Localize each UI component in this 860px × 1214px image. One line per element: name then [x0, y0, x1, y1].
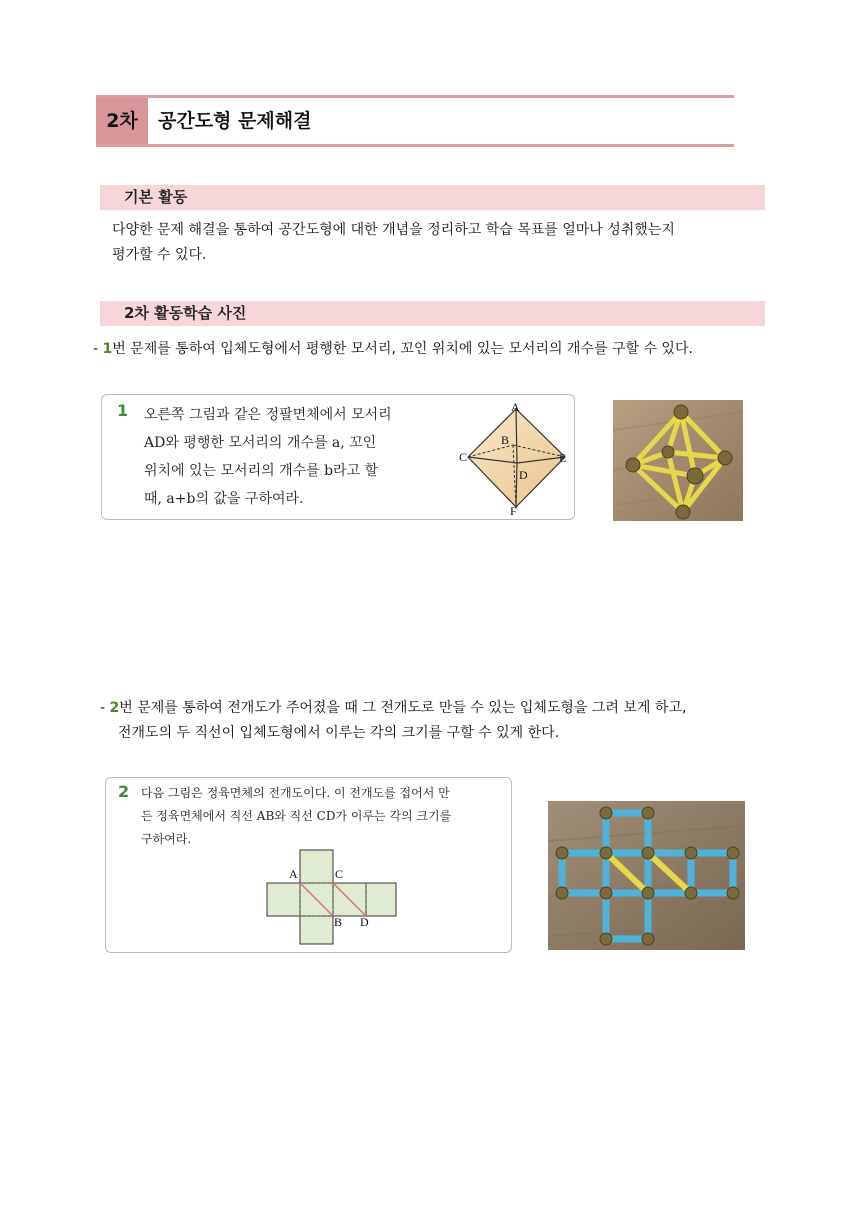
basic-desc-line2: 평가할 수 있다.	[112, 247, 207, 263]
item1-description: 번 문제를 통하여 입체도형에서 평행한 모서리, 꼬인 위치에 있는 모서리의 개수를 구할 수 있다.	[112, 341, 693, 357]
item2-description-line2: 전개도의 두 직선이 입체도형에서 이루는 각의 크기를 구할 수 있게 한다.	[118, 725, 560, 741]
net-label-B: B	[334, 915, 343, 929]
net-face-top	[300, 850, 333, 883]
vertex-label-D: D	[519, 468, 528, 482]
problem2-text	[141, 782, 451, 851]
header-bottom-rule	[96, 144, 734, 147]
section-title-basic: 기본 활동	[124, 188, 188, 206]
item1-dash: -	[93, 341, 99, 357]
item2-text	[100, 696, 686, 721]
net-face-left	[267, 883, 300, 916]
lesson-number: 2차	[96, 98, 148, 144]
section-bar-basic	[100, 185, 765, 210]
net-label-A: A	[289, 867, 298, 881]
octahedron-figure	[455, 397, 580, 517]
item2-dash: -	[100, 700, 106, 716]
problem2-number: 2	[118, 782, 130, 801]
vertex-label-B: B	[501, 433, 510, 447]
problem1-line: 오른쪽 그림과 같은 정팔면체에서 모서리	[144, 407, 392, 423]
basic-desc-line1: 다양한 문제 해결을 통하여 공간도형에 대한 개념을 정리하고 학습 목표를 얼마나 성취했는지	[112, 222, 675, 238]
cube-net-model-photo	[548, 801, 745, 950]
item2-description-line1: 번 문제를 통하여 전개도가 주어졌을 때 그 전개도로 만들 수 있는 입체도형을 그려 보게 하고,	[119, 700, 687, 716]
problem1-line: 때, a+b의 값을 구하여라.	[144, 491, 304, 507]
problem1-line: AD와 평행한 모서리의 개수를 a, 꼬인	[144, 435, 377, 451]
problem2-line: 든 정육면체에서 직선 AB와 직선 CD가 이루는 각의 크기를	[141, 809, 452, 823]
vertex-label-A: A	[511, 400, 520, 414]
section-title-photos: 2차 활동학습 사진	[124, 304, 247, 322]
problem1-text	[144, 401, 392, 513]
problem1-number: 1	[117, 401, 129, 420]
net-label-C: C	[335, 867, 344, 881]
item1-number: 1	[102, 341, 113, 357]
cube-net-figure	[262, 846, 402, 948]
item1-text	[93, 337, 693, 362]
net-label-D: D	[360, 915, 369, 929]
problem1-line: 위치에 있는 모서리의 개수를 b라고 할	[144, 463, 379, 479]
octahedron-model-photo	[613, 400, 743, 521]
vertex-label-E: E	[559, 451, 567, 465]
net-face-bottom	[300, 916, 333, 944]
item2-number: 2	[109, 700, 120, 716]
octahedron-model-image	[613, 400, 743, 521]
vertex-label-C: C	[459, 450, 468, 464]
vertex-label-F: F	[510, 504, 517, 517]
problem2-line: 구하여라.	[141, 832, 192, 846]
cube-net-model-image	[548, 801, 745, 950]
page-title: 공간도형 문제해결	[158, 110, 312, 132]
net-face-far-right	[366, 883, 396, 916]
problem2-line: 다음 그림은 정육면체의 전개도이다. 이 전개도를 접어서 만	[141, 786, 450, 800]
